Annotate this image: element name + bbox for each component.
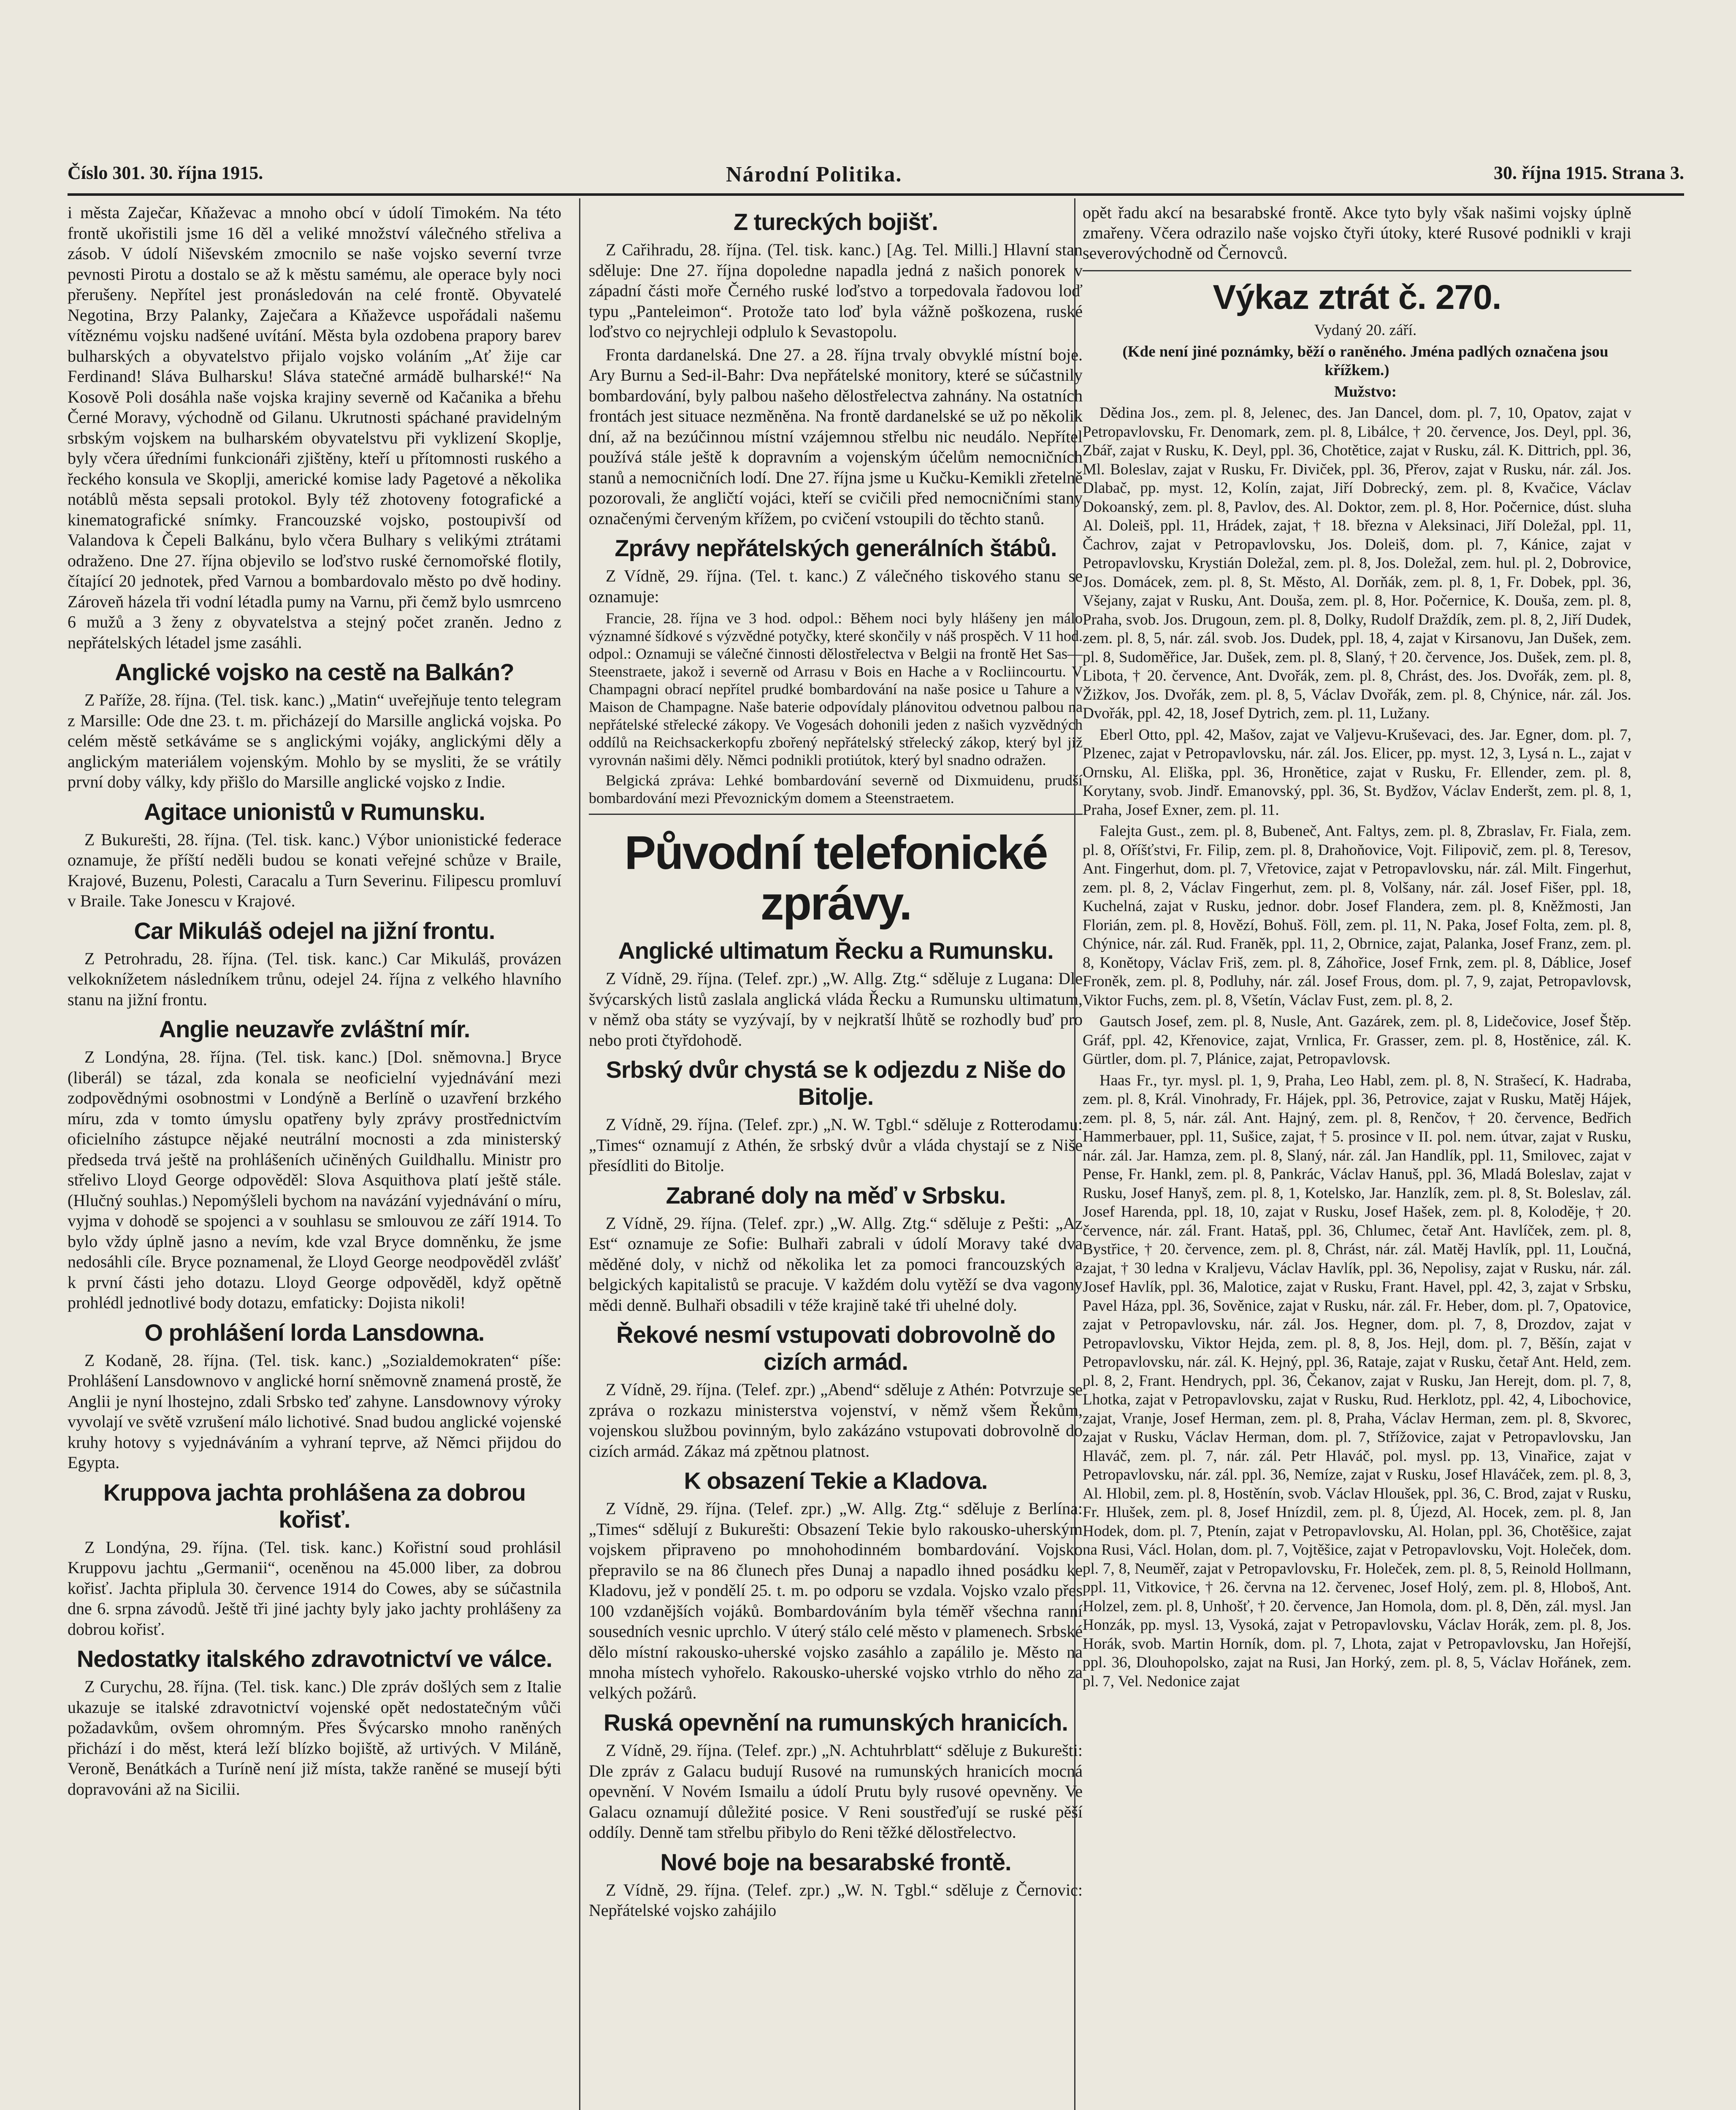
article-heading: Car Mikuláš odejel na jižní frontu. bbox=[134, 917, 495, 944]
column-2 bbox=[589, 203, 1083, 2110]
article-text: Z Vídně, 29. října. (Telef. zpr.) „W. Allg. Ztg.“ sděluje z Lugana: Dle švýcarských listů zaslala anglická vláda Řecku a Rumunsku ultimatum, v němž oba státy se vyzývají, by v nejkratší lhůtě se rozhodly buď pro nebo proti čtyřdohodě. bbox=[589, 969, 1083, 1050]
casualty-entries: Eberl Otto, ppl. 42, Mašov, zajat ve Valjevu-Kruševaci, des. Jar. Egner, dom. pl. 7, Plzenec, zajat v Petropavlovsku, nár. zál. Jos. Elicer, pp. myst. 12, 3, Lysá n. L., zajat v Ornsku, Al. Eliška, ppl. 36, Hronětice, zajat v Rusku, Fr. Ellender, zem. pl. 8, Korytany, svob. Jindř. Emanovský, ppl. 36, St. Bydžov, Václav Enderšt, zem. pl. 8, 1, Praha, Josef Exner, zem. pl. 11. bbox=[1083, 726, 1631, 819]
article-text: Fronta dardanelská. Dne 27. a 28. října trvaly obvyklé místní boje. Ary Burnu a Sed-il-Bahr: Dva nepřátelské monitory, které se súčastnily bombardování, byly palbou našeho dělostřelectva zahnány. Na ostatních frontách jest situace nezměněna. Na frontě dardanelské se už po několik dní, až na bezúčinnou místní vzájemnou střelbu nic neudálo. Nepřítel používá stále ještě k dopravním a vojenským účelům nemocničních stanů a nemocničních lodí. Dne 27. října jsme u Kučku-Kemikli zřetelně pozorovali, že angličtí vojáci, kteří se cvičili před nemocničními stany označenými červeným křížem, po cvičení vstoupili do těchto stanů. bbox=[589, 345, 1083, 528]
page-header bbox=[68, 162, 1684, 192]
article-text: Z Vídně, 29. října. (Telef. zpr.) „W. N. Tgbl.“ sděluje z Černovic: Nepřátelské vojsko zahájilo bbox=[589, 1880, 1083, 1920]
list-note: (Kde není jiné poznámky, běží o raněného. Jména padlých označena jsou křížkem.) bbox=[1122, 343, 1609, 379]
casualty-entries: Dědina Jos., zem. pl. 8, Jelenec, des. Jan Dancel, dom. pl. 7, 10, Opatov, zajat v Petropavlovsku, Fr. Denomark, zem. pl. 8, Libálce, † 20. července, Jos. Deyl, ppl. 36, Zbář, zajat v Rusku, K. Deyl, ppl. 36, Chotětice, zajat v Rusku, zál. K. Dittrich, ppl. 36, Ml. Boleslav, zajat v Rusku, Fr. Diviček, ppl. 36, Přerov, zajat v Rusku, nár. zál. Jos. Dlabač, pp. myst. 12, Kolín, zajat, Jiří Dobrecký, zem. pl. 8, Kvačice, Václav Dokoanský, zem. pl. 8, Pavlov, des. Al. Doktor, zem. pl. 8, Hor. Počernice, dúst. sluha Al. Doleiš, ppl. 11, Hrádek, zajat, † 18. března v Aleksinaci, Jiří Doležal, ppl. 11, Čachrov, zajat v Petropavlovsku, Jos. Doleiš, dom. pl. 7, Kánice, zajat v Petropavlovsku, Krystián Doležal, zem. pl. 8, Jos. Doležal, zem. hul. pl. 2, Dobrovice, Jos. Domácek, zem. pl. 8, St. Město, Al. Dorňák, zem. pl. 8, 1, Fr. Dobek, ppl. 36, Všejany, zajat v Rusku, Ant. Douša, zem. pl. 8, Hor. Počernice, K. Douša, zem. pl. 8, Praha, svob. Jos. Drugoun, zem. pl. 8, Dolky, Rudolf Draždík, zem. pl. 8, 2, Jiří Dudek, zem. pl. 8, 5, nár. zál. svob. Jos. Dudek, ppl. 18, 4, zajat v Kirsanovu, Jan Dušek, zem. pl. 8, Sudoměřice, Jar. Dušek, zem. pl. 8, Slaný, † 20. července, Jos. Dušek, zem. pl. 8, Libota, † 20. července, Ant. Dvořák, zem. pl. 8, Chrást, des. Jos. Dvořák, zem. pl. 8, Žižkov, Jos. Dvořák, zem. pl. 8, 5, Václav Dvořák, zem. pl. 8, Chýnice, nár. zál. Jos. Dvořák, ppl. 42, 18, Josef Dytrich, zem. pl. 11, Lužany. bbox=[1083, 404, 1631, 722]
article-text: Z Kodaně, 28. října. (Tel. tisk. kanc.) „Sozialdemokraten“ píše: Prohlášení Lansdownovo v anglické horní sněmovně znamená prostě, že Anglii je nyní lhostejno, zdali Srbsko teď zahyne. Lansdownovy výroky vyvolají ve světě vzrušení málo lichotivé. Snad budou anglické vojenské kruhy hotovy s vyjednáváním a vyhraní teprve, až Němci přijdou do Egypta. bbox=[68, 1350, 561, 1472]
article-heading: Nedostatky italského zdravotnictví ve válce. bbox=[76, 1645, 552, 1672]
article-heading: Agitace unionistů v Rumunsku. bbox=[144, 798, 485, 825]
article-text: Z Paříže, 28. října. (Tel. tisk. kanc.) „Matin“ uveřejňuje tento telegram z Marsille: Ode dne 23. t. m. přicházejí do Marsille anglická vojska. Po celém městě setkáváme se s anglickými vojáky, anglickými děly a anglickým materiálem vojenským. Mohlo by se mysliti, že se vrátily první doby války, kdy přišlo do Marsille anglické vojsko z Indie. bbox=[68, 690, 561, 791]
article-text: Z Vídně, 29. října. (Telef. zpr.) „N. W. Tgbl.“ sděluje z Rotterodamu: „Times“ oznamují z Athén, že srbský dvůr a vláda chystají se z Niše přesídliti do Bitolje. bbox=[589, 1115, 1083, 1175]
article-text: i města Zaječar, Kňaževac a mnoho obcí v údolí Timokém. Na této frontě ukořistili jsme 16 děl a veliké množství válečného střeliva a zásob. V údolí Niševském zmocnilo se naše vojsko severní tvrze pevnosti Pirotu a dostalo se až k městu samému, ale operace byly noci přerušeny. Nepřítel jest pronásledován na celé frontě. Obyvatelé Negotina, Brzy Palanky, Zaječara a Kňaževce uspořádali našemu vítěznému vojsku nadšené uvítání. Města byla ozdobena prapory barev bulharských a obyvatelstvo přijalo vojsko voláním „Ať žije car Ferdinand! Sláva Bulharsku! Sláva statečné armádě bulharské!“ Na Kosově Poli dosáhla naše vojska krajiny severně od Kačanika a břehu Černé Moravy, východně od Gilanu. Ukrutnosti spáchané pravidelným srbským vojskem na bulharském obyvatelstvu při vyklizení Skoplje, byly včera úředními funkcionáři zjištěny, kteří u přítomnosti ruského a řeckého konsula ve Skoplji, americké komise lady Pagetové a několika notáblů města sepsali protokol. Byly též zhotoveny fotografické a kinematografické snímky. Francouzské vojsko, postoupivší od Valandova k Čepeli Balkánu, bylo včera Bulhary s velikými ztrátami odraženo. Dne 27. října objevilo se loďstvo ruské černomořské flotily, čítající 20 jednotek, před Varnou a bombardovalo město po dvě hodiny. Zároveň házela tři vodní létadla pumy na Varnu, při čemž bylo usmrceno 6 mužů a 3 ženy z obyvatelstva a stejný počet zraněn. Jedno z nepřátelských létadel jsme zasáhli. bbox=[68, 203, 561, 652]
article-heading: Srbský dvůr chystá se k odjezdu z Niše do Bitolje. bbox=[606, 1056, 1066, 1110]
article-heading: K obsazení Tekie a Kladova. bbox=[684, 1467, 988, 1494]
article-text: Z Vídně, 29. října. (Tel. t. kanc.) Z válečného tiskového stanu se oznamuje: bbox=[589, 566, 1083, 606]
casualty-list-heading: Výkaz ztrát č. 270. bbox=[1213, 278, 1501, 316]
section-rule bbox=[1083, 270, 1631, 271]
masthead: Národní Politika. bbox=[726, 162, 902, 187]
article-text: Z Vídně, 29. října. (Telef. zpr.) „N. Achtuhrblatt“ sděluje z Bukurešti: Dle zpráv z Galacu budují Rusové na rumunských hranicích mocná opevnění. V Novém Ismailu a údolí Prutu byly rusové opevněny. Ve Galacu oznamují důležité posice. V Reni soustřeďují se ruské pěší oddíly. Denně tam střelbu přibylo do Reni těžké dělostřelectvo. bbox=[589, 1741, 1083, 1842]
column-3 bbox=[1083, 203, 1631, 2110]
article-heading: Anglické vojsko na cestě na Balkán? bbox=[115, 659, 514, 685]
article-text: Z Vídně, 29. října. (Telef. zpr.) „W. Allg. Ztg.“ sděluje z Pešti: „Az Est“ oznamuje ze Sofie: Bulhaři zabrali v údolí Moravy také dva měděné doly, v nichž od několika let za pomoci francouzských a belgických kapitalistů se pracuje. V každém dolu vytěží se dva vagony mědi denně. Bulhaři obsadili v téže krajině také tři uhelné doly. bbox=[589, 1213, 1083, 1315]
column-1 bbox=[68, 203, 561, 2110]
article-heading: Nové boje na besarabské frontě. bbox=[660, 1848, 1011, 1875]
article-heading: Řekové nesmí vstupovati dobrovolně do cizích armád. bbox=[616, 1321, 1055, 1375]
date-page: 30. října 1915. Strana 3. bbox=[1494, 162, 1684, 183]
article-text: Z Vídně, 29. října. (Telef. zpr.) „Abend“ sděluje z Athén: Potvrzuje se zpráva o rozkazu ministerstva vojenství, v němž všem Řekům, vojenskou službou povinným, bylo zakázáno vstupovati dobrovolně do cizích armád. Zákaz má zpětnou platnost. bbox=[589, 1380, 1083, 1461]
article-text: Francie, 28. října ve 3 hod. odpol.: Během noci byly hlášeny jen málo významné šídkové s výzvědné potyčky, které skončily v náš prospěch. V 11 hod. odpol.: Oznamuji se válečné činnosti dělostřelectva v Belgii na frontě Het Sas—Steenstraete, jakož i severně od Arrasu v Bois en Hache a v Rocliincourtu. V Champagni obrací nepřítel prudké bombardování na naše posice u Tahure a v Maison de Champagne. Naše baterie odpovídaly plánovitou odvetnou palbou na nepřátelské střelecké zákopy. Ve Vogesách dohonili jeden z našich vyzvědných oddílů na Reichsackerkopfu zbořený nepřátelský střelecký zákop, který byl již vyrovnán našimi děly. Němci podnikli protiútok, který byl snadno odražen. bbox=[589, 610, 1083, 768]
casualty-entries: Falejta Gust., zem. pl. 8, Bubeneč, Ant. Faltys, zem. pl. 8, Zbraslav, Fr. Fiala, zem. pl. 8, Oříšťstvi, Fr. Filip, zem. pl. 8, Drahoňovice, Vojt. Filipovič, zem. pl. 8, Teresov, Ant. Fingerhut, dom. pl. 7, Vřetovice, zajat v Petropavlovsku, nár. zál. Milt. Fingerhut, zem. pl. 8, 2, Václav Fingerhut, zem. pl. 8, Volšany, nár. zál. Josef Fišer, ppl. 18, Kuchelná, zajat v Rusku, jednor. dobr. Josef Flandera, zem. pl. 8, Kněžmosti, Jan Florián, zem. pl. 8, Hovězí, Bohuš. Föll, zem. pl. 11, N. Paka, Josef Folta, zem. pl. 8, Chýnice, nár. zál. Rud. Franěk, ppl. 11, 2, Obrnice, zajat, Palanka, Josef Franz, zem. pl. 8, Konětopy, Václav Friš, zem. pl. 8, Záhořice, Josef Frnk, zem. pl. 8, Dáblice, Josef Froněk, zem. pl. 8, Podluhy, nár. zál. Josef Frous, dom. pl. 7, 9, zajat, Petropavlovsk, Viktor Fuchs, zem. pl. 8, Všetín, Václav Fust, zem. pl. 8, 2. bbox=[1083, 822, 1631, 1009]
list-subheading: Mužstvo: bbox=[1334, 383, 1397, 400]
casualty-entries: Haas Fr., tyr. mysl. pl. 1, 9, Praha, Leo Habl, zem. pl. 8, N. Strašecí, K. Hadraba, zem. pl. 8, Král. Vinohrady, Fr. Hájek, ppl. 36, Petrovice, zajat v Rusku, Matěj Hájek, zem. pl. 8, 5, nár. zál. Ant. Hajný, zem. pl. 8, Renčov, † 20. července, Bedřich Hammerbauer, ppl. 11, Sušice, zajat, † 5. prosince v II. pol. nem. útvar, zajat v Rusku, nár. zál. Jar. Hamza, zem. pl. 8, Slaný, nár. zál. Jan Handlík, ppl. 11, Smilovec, zajat v Pense, Fr. Hankl, zem. pl. 8, Pankrác, Václav Hanuš, ppl. 36, Mladá Boleslav, zajat v Rusku, Josef Hanyš, zem. pl. 8, 1, Kotelsko, Jar. Hanzlík, zem. pl. 8, St. Boleslav, zál. Josef Harenda, ppl. 18, 10, zajat v Rusku, Josef Hašek, zem. pl. 8, Koloděje, † 20. července, nár. zál. Frant. Hataš, ppl. 36, Chlumec, četař Ant. Havlíček, zem. pl. 8, Bystřice, † 20. července, zem. pl. 8, Chrást, nár. zál. Matěj Havlík, ppl. 11, Loučná, zajat, † 30 ledna v Kraljevu, Václav Havlík, ppl. 36, Nepolisy, zajat v Rusku, nár. zál. Josef Havlík, ppl. 36, Malotice, zajat v Rusku, Frant. Havel, ppl. 42, 3, zajat v Srbsku, Pavel Háza, ppl. 36, Sověnice, zajat v Rusku, nár. zál. Fr. Heber, dom. pl. 7, Opatovice, zajat v Petropavlovsku, nár. zál. Jos. Hegner, dom. pl. 7, 8, Drozdov, zajat v Petropavlovsku, Viktor Hejda, zem. pl. 8, 8, Jos. Hejl, dom. pl. 7, Běšín, zajat v Petropavlovsku, nár. zál. K. Hejný, ppl. 36, Rataje, zajat v Rusku, četař Ant. Held, zem. pl. 8, 2, Frant. Hendrych, ppl. 36, Čekanov, zajat v Rusku, Jan Herejt, dom. pl. 7, 8, Lhotka, zajat v Petropavlovsku, zajat v Rusku, Rud. Herklotz, ppl. 42, 4, Libochovice, zajat, Vranje, Josef Herman, zem. pl. 8, Praha, Václav Herman, zem. pl. 8, Skvorec, zajat v Rusku, Václav Herman, dom. pl. 7, Střížovice, zajat v Petropavlovsku, Jan Hlaváč, zem. pl. 7, nár. zál. Petr Hlaváč, pol. mysl. pp. 13, Vinařice, zajat v Petropavlovsku, nár. zál. ppl. 36, Nemíze, zajat v Rusku, Josef Hlaváček, zem. pl. 8, 3, Al. Hlobil, zem. pl. 8, Hostěnín, svob. Václav Hloušek, ppl. 36, C. Brod, zajat v Rusku, Fr. Hlušek, zem. pl. 8, Josef Hnízdil, zem. pl. 8, Újezd, Al. Hocek, zem. pl. 8, Jan Hodek, dom. pl. 7, Ptenín, zajat v Petropavlovsku, Al. Holan, ppl. 36, Chotěšice, zajat na Rusi, Václ. Holan, dom. pl. 7, Vojtěšice, zajat v Petropavlovsku, Vojt. Holeček, dom. pl. 7, 8, Neuměř, zajat v Petropavlovsku, Fr. Holeček, zem. pl. 8, 5, Reinold Hollmann, ppl. 11, Vitkovice, † 26. června na 12. červenec, Josef Holý, zem. pl. 8, Hloboš, Ant. Holzel, zem. pl. 8, Unhošť, † 20. července, Jan Homola, dom. pl. 8, Děn, zál. mysl. Jan Honzák, pp. mysl. 13, Vysoká, zajat v Petropavlovsku, Václav Horák, zem. pl. 8, Jos. Horák, svob. Martin Horník, dom. pl. 7, Lhota, zajat v Petropavlovsku, Jan Hořejší, ppl. 36, Dlouhopolsko, zajat na Rusi, Jan Horký, zem. pl. 8, 5, Václav Hořánek, zem. pl. 7, Vel. Nedonice zajat bbox=[1083, 1071, 1631, 1690]
article-text: Z Curychu, 28. října. (Tel. tisk. kanc.) Dle zpráv došlých sem z Italie ukazuje se italské zdravotnictví vojenské opět nedostatečným vůči požadavkům, ovšem ohromným. Přes Švýcarsko mnoho raněných přichází i do měst, která leží blízko bojiště, až urtivých. V Miláně, Veroně, Benátkách a Turíně není již místa, takže raněné se musejí býti dopravováni až na Sicilii. bbox=[68, 1677, 561, 1799]
article-heading: Kruppova jachta prohlášena za dobrou kořisť. bbox=[103, 1479, 526, 1533]
article-text: Z Petrohradu, 28. října. (Tel. tisk. kanc.) Car Mikuláš, provázen velkoknížetem následníkem trůnu, odejel 24. října z velkého hlavního stanu na jižní frontu. bbox=[68, 949, 561, 1009]
article-text: Z Londýna, 28. října. (Tel. tisk. kanc.) [Dol. sněmovna.] Bryce (liberál) se tázal, zda konala se neoficielní vyjednávání mezi zodpovědnými osobnostmi v Londýně a Berlíně o uzavření brzkého míru, zda v tomto úmyslu opatřeny byly zprávy prostřednictvím oficielního zástupce nějaké neutrální mocnosti a zda ministerský předseda trvá ještě na prohlášeních učiněných Guildhallu. Ministr pro střelivo Lloyd George odpověděl: Slova Asquithova platí ještě stále. (Hlučný souhlas.) Nepomýšleli bychom na navázání vyjednávání o míru, vyjma v dohodě se spojenci a v souhlasu se smlouvou ze září 1914. To bylo vždy úplně jasno a nevím, kde vzal Bryce domněnku, že jsme nedosáhli cíle. Bryce poznamenal, že Lloyd George neodpověděl zvlášť k první části jeho dotazu. Lloyd George odpověděl, když opětně prohlédl jednotlivé body dotazu, emfaticky: Dojista nikoli! bbox=[68, 1047, 561, 1312]
article-text: Z Bukurešti, 28. října. (Tel. tisk. kanc.) Výbor unionistické federace oznamuje, že příští neděli budou se konati veřejné schůze v Braile, Krajové, Buzenu, Polesti, Caracalu a Turn Severinu. Filipescu promluví v Braile. Take Jonescu v Krajové. bbox=[68, 830, 561, 910]
article-heading: Ruská opevnění na rumunských hranicích. bbox=[603, 1709, 1068, 1736]
article-text: Z Vídně, 29. října. (Telef. zpr.) „W. Allg. Ztg.“ sděluje z Berlína: „Times“ sdělují z Bukurešti: Obsazení Tekie bylo rakousko-uherským vojskem připraveno po mnohohodinném bombardování. Vojsko přepravilo se na 86 člunech přes Dunaj a napadlo ihned posádku ke Kladovu, jež v pondělí 25. t. m. po odporu se vzdala. Vojsko vzalo přes 100 vzdanějších vojáků. Bombardováním byla téměř všechna ranní sousedních vesnic uprchlo. V úterý stálo celé město v plamenech. Srbské dělo místní rakousko-uherské vojsko zasáhlo a zapálilo je. Město na mnoha místech vyhořelo. Rakousko-uherské vojsko vtrhlo do něho za velkých požárů. bbox=[589, 1499, 1083, 1702]
article-heading: Anglie neuzavře zvláštní mír. bbox=[159, 1016, 470, 1042]
article-heading: Z tureckých bojišť. bbox=[734, 208, 938, 235]
issue-number: Číslo 301. 30. října 1915. bbox=[68, 162, 263, 183]
casualty-entries: Gautsch Josef, zem. pl. 8, Nusle, Ant. Gazárek, zem. pl. 8, Lidečovice, Josef Štěp. Gráf, ppl. 42, Křenovice, zajat, Vrnlica, Fr. Grasser, zem. pl. 8, Hostěnice, zál. K. Gürtler, dom. pl. 7, Plánice, zajat, Petropavlovsk. bbox=[1083, 1013, 1631, 1068]
section-rule bbox=[589, 814, 1083, 815]
article-text: opět řadu akcí na besarabské frontě. Akce tyto byly však našimi vojsky úplně zmařeny. Včera odrazilo naše vojsko čtyři útoky, které Rusové podnikli v kraji severovýchodně od Černovců. bbox=[1083, 203, 1631, 262]
article-text: Z Cařihradu, 28. října. (Tel. tisk. kanc.) [Ag. Tel. Milli.] Hlavní stan sděluje: Dne 27. října dopoledne napadla jedná z našich ponorek v západní části moře Černého ruské loďstvo a torpedovala řadovou loď typu „Panteleimon“. Protože tato loď byla vážně poškozena, ruské loďstvo co nejrychleji odplulo k Sevastopolu. bbox=[589, 240, 1083, 341]
issued-date: Vydaný 20. září. bbox=[1314, 322, 1417, 339]
section-heading: Původní telefonické zprávy. bbox=[624, 826, 1047, 930]
column-divider bbox=[579, 198, 580, 2110]
article-heading: O prohlášení lorda Lansdowna. bbox=[144, 1319, 485, 1346]
article-text: Belgická zpráva: Lehké bombardování severně od Dixmuidenu, prudší bombardování mezi Převoznickým domem a Steenstraetem. bbox=[589, 772, 1083, 806]
article-heading: Anglické ultimatum Řecku a Rumunsku. bbox=[618, 937, 1054, 964]
header-rule bbox=[68, 193, 1684, 196]
article-heading: Zabrané doly na měď v Srbsku. bbox=[666, 1182, 1006, 1209]
article-heading: Zprávy nepřátelských generálních štábů. bbox=[615, 535, 1057, 561]
article-text: Z Londýna, 29. října. (Tel. tisk. kanc.) Kořistní soud prohlásil Kruppovu jachtu „Germanii“, oceněnou na 45.000 liber, za dobrou kořisť. Jachta připlula 30. července 1914 do Cowes, aby se súčastnila dne 6. srpna závodů. Ještě tři jiné jachty byly jako jachty prohlášeny za dobrou kořisť. bbox=[68, 1537, 561, 1639]
